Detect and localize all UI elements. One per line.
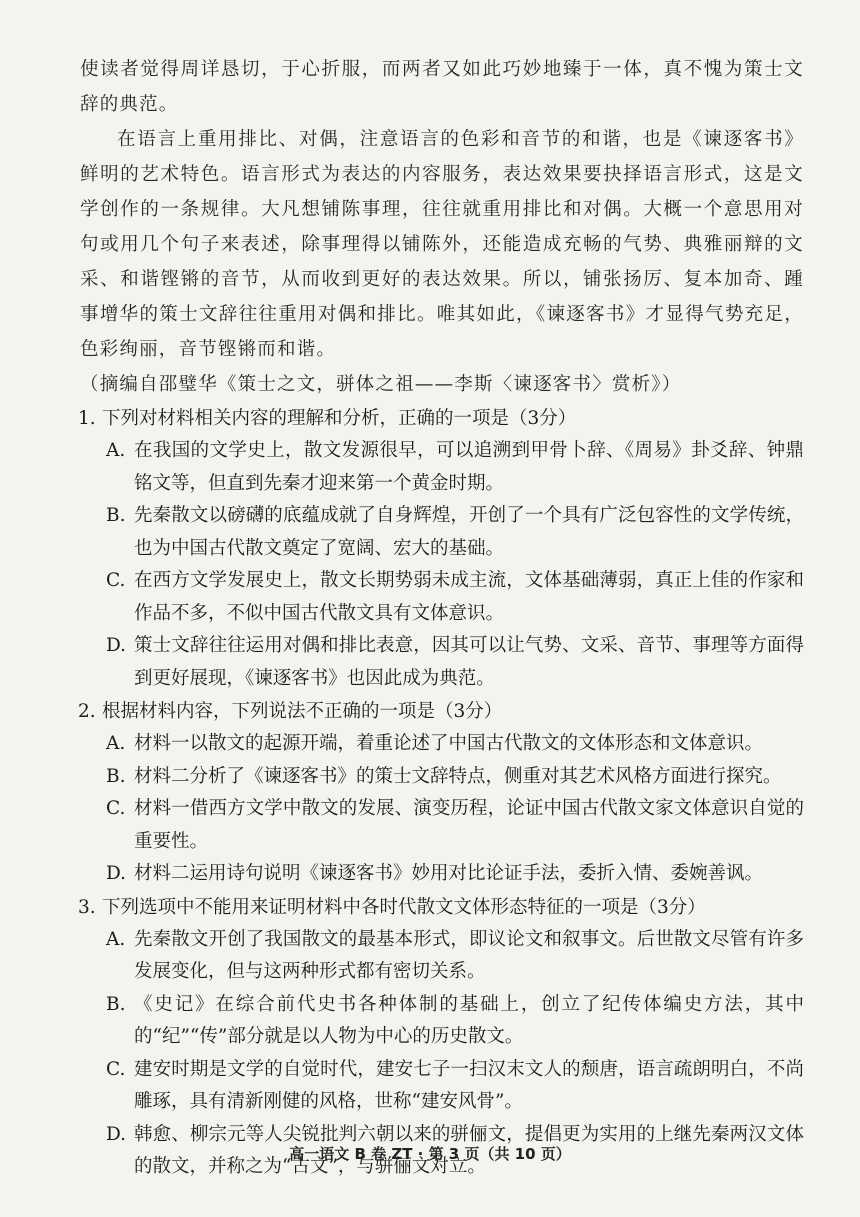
option-letter: C. [106, 1058, 126, 1080]
page-footer: 高一语文 B 卷 ZT · 第 3 页（共 10 页） [289, 1145, 571, 1163]
option-text: 材料二分析了《谏逐客书》的策士文辞特点，侧重对其艺术风格方面进行探究。 [134, 765, 782, 787]
question-text: 下列对材料相关内容的理解和分析，正确的一项是（3分） [102, 408, 577, 429]
option-text: 材料二运用诗句说明《谏逐客书》妙用对比论证手法，委折入情、委婉善讽。 [134, 863, 764, 884]
question-stem [78, 402, 804, 435]
option-text: 在我国的文学史上，散文发源很早，可以追溯到甲骨卜辞、《周易》卦爻辞、钟鼎铭文等，但直到先秦才迎来第一个黄金时期。 [134, 440, 804, 494]
answer-option [80, 858, 804, 891]
question-2 [80, 695, 804, 891]
passage-source: （摘编自邵璧华《策士之文，骈体之祖——李斯〈谏逐客书〉赏析》） [80, 374, 682, 395]
option-text: 建安时期是文学的自觉时代，建安七子一扫汉末文人的颓唐，语言疏朗明白，不尚雕琢，具有清新刚健的风格，世称“建安风骨”。 [134, 1058, 804, 1112]
option-letter: A. [106, 440, 126, 461]
question-text: 下列选项中不能用来证明材料中各时代散文文体形态特征的一项是（3分） [102, 896, 706, 918]
answer-option [80, 728, 804, 761]
answer-option [80, 500, 804, 565]
option-text: 先秦散文以磅礴的底蕴成就了自身辉煌，开创了一个具有广泛包容性的文学传统，也为中国古代散文奠定了宽阔、宏大的基础。 [134, 505, 804, 559]
answer-option [80, 630, 804, 695]
option-letter: D. [106, 1123, 127, 1145]
option-letter: A. [106, 928, 126, 950]
question-stem [78, 891, 804, 924]
answer-option [80, 989, 804, 1054]
answer-option [80, 565, 804, 630]
option-letter: B. [106, 505, 126, 526]
answer-option [80, 761, 804, 794]
reading-passage [80, 52, 804, 402]
option-text: 材料一以散文的起源开端，着重论述了中国古代散文的文体形态和文体意识。 [134, 733, 764, 754]
option-letter: D. [106, 863, 127, 884]
option-text: 材料一借西方文学中散文的发展、演变历程，论证中国古代散文家文体意识自觉的重要性。 [134, 798, 804, 852]
option-text: 韩愈、柳宗元等人尖锐批判六朝以来的骈俪文，提倡更为实用的上继先秦两汉文体的散文，并称之为“古文”，与骈俪文对立。 [134, 1123, 804, 1177]
question-list [80, 402, 804, 1184]
option-letter: B. [106, 993, 126, 1015]
question-number: 1. [78, 408, 96, 429]
option-letter: C. [106, 570, 126, 591]
option-letter: B. [106, 765, 126, 787]
option-letter: A. [106, 733, 126, 754]
passage-paragraph: 在语言上重用排比、对偶，注意语言的色彩和音节的和谐，也是《谏逐客书》鲜明的艺术特色。语言形式为表达的内容服务，表达效果要抉择语言形式，这是文学创作的一条规律。大凡想铺陈事理，往往就重用排比和对偶。大概一个意思用对句或用几个句子来表述，除事理得以铺陈外，还能造成充畅的气势、典雅丽辩的文采、和谐铿锵的音节，从而收到更好的表达效果。所以，铺张扬厉、复本加奇、踵事增华的策士文辞往往重用对偶和排比。唯其如此，《谏逐客书》才显得气势充足，色彩绚丽，音节铿锵而和谐。 [80, 129, 804, 360]
question-1 [80, 402, 804, 695]
question-stem [78, 695, 804, 728]
option-letter: C. [106, 798, 126, 819]
option-text: 先秦散文开创了我国散文的最基本形式，即议论文和叙事文。后世散文尽管有许多发展变化，但与这两种形式都有密切关系。 [134, 928, 804, 982]
answer-option [80, 793, 804, 858]
answer-option [80, 1054, 804, 1119]
question-text: 根据材料内容，下列说法不正确的一项是（3分） [102, 701, 503, 722]
question-3 [80, 891, 804, 1184]
question-number: 2. [78, 701, 96, 722]
option-letter: D. [106, 635, 127, 656]
option-text: 策士文辞往往运用对偶和排比表意，因其可以让气势、文采、音节、事理等方面得到更好展现，《谏逐客书》也因此成为典范。 [134, 635, 804, 689]
question-number: 3. [78, 896, 96, 918]
option-text: 《史记》在综合前代史书各种体制的基础上，创立了纪传体编史方法，其中的“纪”“传”部分就是以人物为中心的历史散文。 [134, 993, 804, 1047]
answer-option [80, 924, 804, 989]
answer-option [80, 435, 804, 500]
option-text: 在西方文学发展史上，散文长期势弱未成主流，文体基础薄弱，真正上佳的作家和作品不多，不似中国古代散文具有文体意识。 [134, 570, 804, 624]
passage-paragraph: 使读者觉得周详恳切，于心折服，而两者又如此巧妙地臻于一体，真不愧为策士文辞的典范。 [80, 59, 804, 115]
